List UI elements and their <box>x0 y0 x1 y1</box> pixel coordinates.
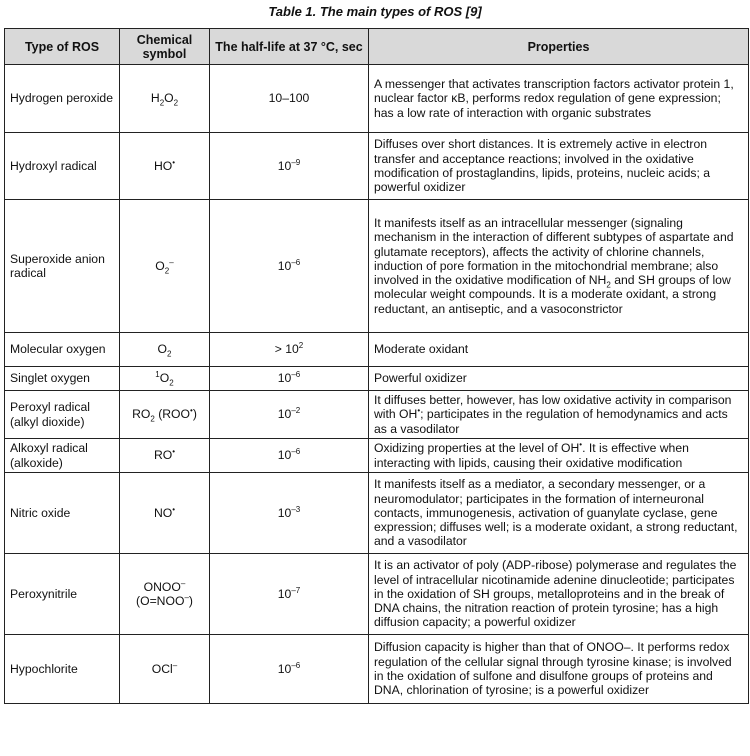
cell-ros-type: Peroxynitrile <box>5 554 120 635</box>
cell-half-life: $10^{-3}$ <box>210 473 369 554</box>
header-row <box>5 29 749 65</box>
cell-ros-type: Alkoxyl radical (alkoxide) <box>5 439 120 473</box>
cell-ros-type: Hypochlorite <box>5 635 120 704</box>
header-properties: Properties <box>369 29 749 65</box>
cell-chemical-symbol: RO• <box>120 439 210 473</box>
cell-properties: Diffuses over short distances. It is extremely active in electron transfer and acceptance reactions; involved in the oxidative modification of prostaglandins, lipids, proteins, nucleic acids; a powerful oxidizer <box>369 133 749 200</box>
cell-properties: Oxidizing properties at the level of OH•. It is effective when interacting with lipids, causing their oxidative modification <box>369 439 749 473</box>
table-row <box>5 439 749 473</box>
cell-half-life: $10^{-6}$ <box>210 439 369 473</box>
cell-properties: Moderate oxidant <box>369 333 749 367</box>
cell-properties: It manifests itself as a mediator, a secondary messenger, or a neuromodulator; participates in the formation of interneuronal contacts, immunogenesis, activation of guanylate cyclase, gene expression; diffuses well; is a moderate oxidant, a strong reductant, and a vasodilator <box>369 473 749 554</box>
cell-half-life: $10^{-6}$ <box>210 200 369 333</box>
table-caption: Table 1. The main types of ROS [9] <box>268 4 482 19</box>
table-row <box>5 200 749 333</box>
cell-properties: It is an activator of poly (ADP-ribose) polymerase and regulates the level of intracellular nicotinamide adenine dinucleotide; participates in the oxidation of SH groups, metalloproteins and in the break of DNA chains, the nitration reaction of protein tyrosine; has a high diffusion capacity; a powerful oxidizer <box>369 554 749 635</box>
cell-ros-type: Molecular oxygen <box>5 333 120 367</box>
cell-ros-type: Superoxide anion radical <box>5 200 120 333</box>
cell-chemical-symbol: $RO_2$ (ROO•) <box>120 391 210 439</box>
table-row <box>5 473 749 554</box>
cell-half-life: $10^{-6}$ <box>210 635 369 704</box>
table-row <box>5 333 749 367</box>
cell-half-life: $10^{-2}$ <box>210 391 369 439</box>
cell-properties: It manifests itself as an intracellular messenger (signaling mechanism in the interaction of different subtypes of aspartate and glutamate receptors), affects the activity of chlorine channels, induction of pore formation in the mitochondrial membrane; also involved in the oxidative modification of $NH_2$ and SH groups of low molecular weight compounds. It is a moderate oxidant, a strong reductant, an antiseptic, and a vasoconstrictor <box>369 200 749 333</box>
cell-ros-type: Hydrogen peroxide <box>5 65 120 133</box>
cell-ros-type: Singlet oxygen <box>5 367 120 391</box>
table-row <box>5 367 749 391</box>
cell-ros-type: Nitric oxide <box>5 473 120 554</box>
cell-properties: Powerful oxidizer <box>369 367 749 391</box>
cell-properties: A messenger that activates transcription factors activator protein 1, nuclear factor κB, performs redox regulation of gene expression; has a low rate of interaction with organic substrates <box>369 65 749 133</box>
cell-chemical-symbol: $O_2$ <box>120 333 210 367</box>
ros-table <box>4 28 749 704</box>
table-row <box>5 391 749 439</box>
cell-chemical-symbol: OCl– <box>120 635 210 704</box>
cell-half-life: 10–100 <box>210 65 369 133</box>
cell-properties: Diffusion capacity is higher than that of ONOO–. It performs redox regulation of the cellular signal through tyrosine kinase; is involved in the oxidation of sulfone and disulfone groups of proteins and DNA, chlorination of tyrosine; is a powerful oxidizer <box>369 635 749 704</box>
table-row <box>5 65 749 133</box>
cell-chemical-symbol: HO• <box>120 133 210 200</box>
header-type: Type of ROS <box>5 29 120 65</box>
table-row <box>5 554 749 635</box>
cell-half-life: > $10^2$ <box>210 333 369 367</box>
header-symbol: Chemical symbol <box>120 29 210 65</box>
cell-chemical-symbol: NO• <box>120 473 210 554</box>
table-row <box>5 635 749 704</box>
header-halflife: The half-life at 37 °C, sec <box>210 29 369 65</box>
cell-half-life: $10^{-6}$ <box>210 367 369 391</box>
cell-properties: It diffuses better, however, has low oxidative activity in comparison with OH•; participates in the regulation of hemodynamics and acts as a vasodilator <box>369 391 749 439</box>
cell-chemical-symbol: $H_2O_2$ <box>120 65 210 133</box>
cell-ros-type: Peroxyl radical (alkyl dioxide) <box>5 391 120 439</box>
table-row <box>5 133 749 200</box>
cell-half-life: $10^{-7}$ <box>210 554 369 635</box>
cell-chemical-symbol: $^1O_2$ <box>120 367 210 391</box>
cell-chemical-symbol: $O_2^-$ <box>120 200 210 333</box>
table-body <box>5 65 749 704</box>
cell-chemical-symbol: ONOO– (O=NOO–) <box>120 554 210 635</box>
cell-half-life: $10^{-9}$ <box>210 133 369 200</box>
cell-ros-type: Hydroxyl radical <box>5 133 120 200</box>
